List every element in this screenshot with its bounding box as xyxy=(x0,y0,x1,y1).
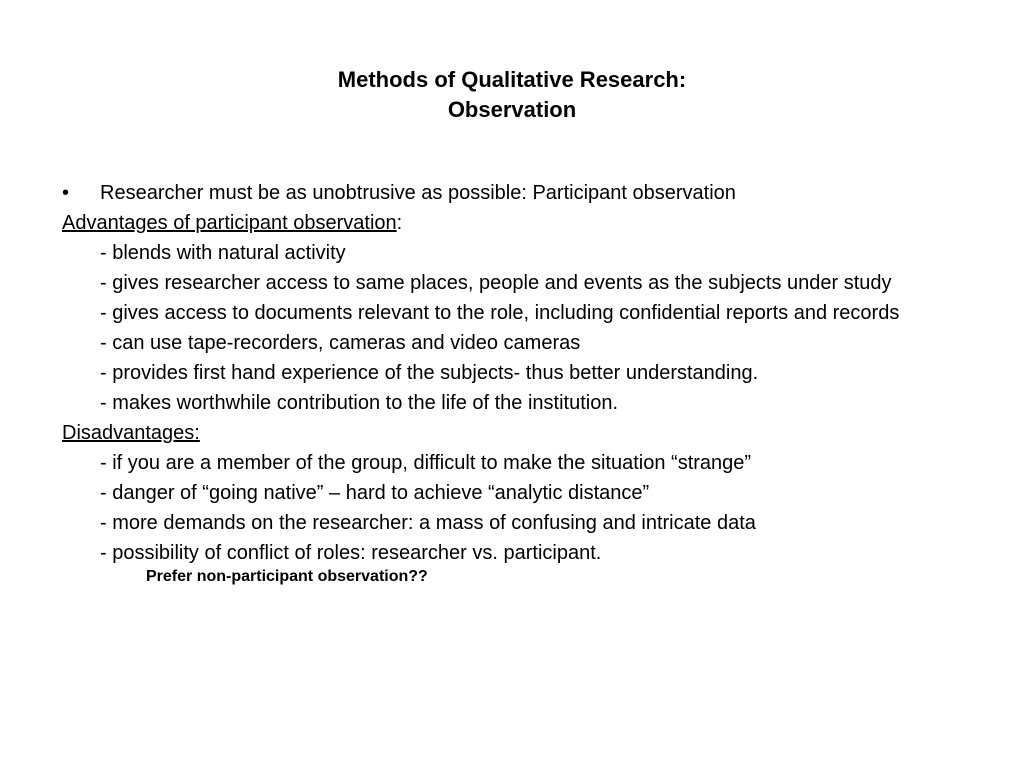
disadvantage-item: - more demands on the researcher: a mass of confusing and intricate data xyxy=(100,512,756,534)
closing-note: Prefer non-participant observation?? xyxy=(146,568,428,585)
disadvantages-heading xyxy=(62,422,962,445)
disadvantage-item: - if you are a member of the group, difficult to make the situation “strange” xyxy=(100,452,752,474)
bullet-text: Researcher must be as unobtrusive as possible: Participant observation xyxy=(100,182,736,204)
advantage-item: - blends with natural activity xyxy=(100,242,346,264)
advantages-heading xyxy=(62,212,962,235)
advantage-item: - can use tape-recorders, cameras and video cameras xyxy=(100,332,581,354)
bullet-item xyxy=(62,182,962,205)
bullet-dot: • xyxy=(62,182,70,204)
advantages-heading-colon: : xyxy=(396,212,403,234)
disadvantage-item: - danger of “going native” – hard to achieve “analytic distance” xyxy=(100,482,650,504)
advantage-item: - gives access to documents relevant to the role, including confidential reports and records xyxy=(100,302,900,324)
title-line-2: Observation xyxy=(447,97,577,122)
advantage-item: - provides first hand experience of the subjects- thus better understanding. xyxy=(100,362,759,384)
slide-title xyxy=(0,65,1024,125)
title-line-1: Methods of Qualitative Research: xyxy=(337,67,687,92)
advantage-item: - gives researcher access to same places, people and events as the subjects under study xyxy=(100,272,892,294)
disadvantage-item: - possibility of conflict of roles: researcher vs. participant. xyxy=(100,542,602,564)
advantages-heading-text: Advantages of participant observation xyxy=(62,212,397,234)
disadvantages-heading-text: Disadvantages: xyxy=(62,422,200,444)
advantage-item: - makes worthwhile contribution to the life of the institution. xyxy=(100,392,619,414)
slide-body xyxy=(62,182,962,587)
